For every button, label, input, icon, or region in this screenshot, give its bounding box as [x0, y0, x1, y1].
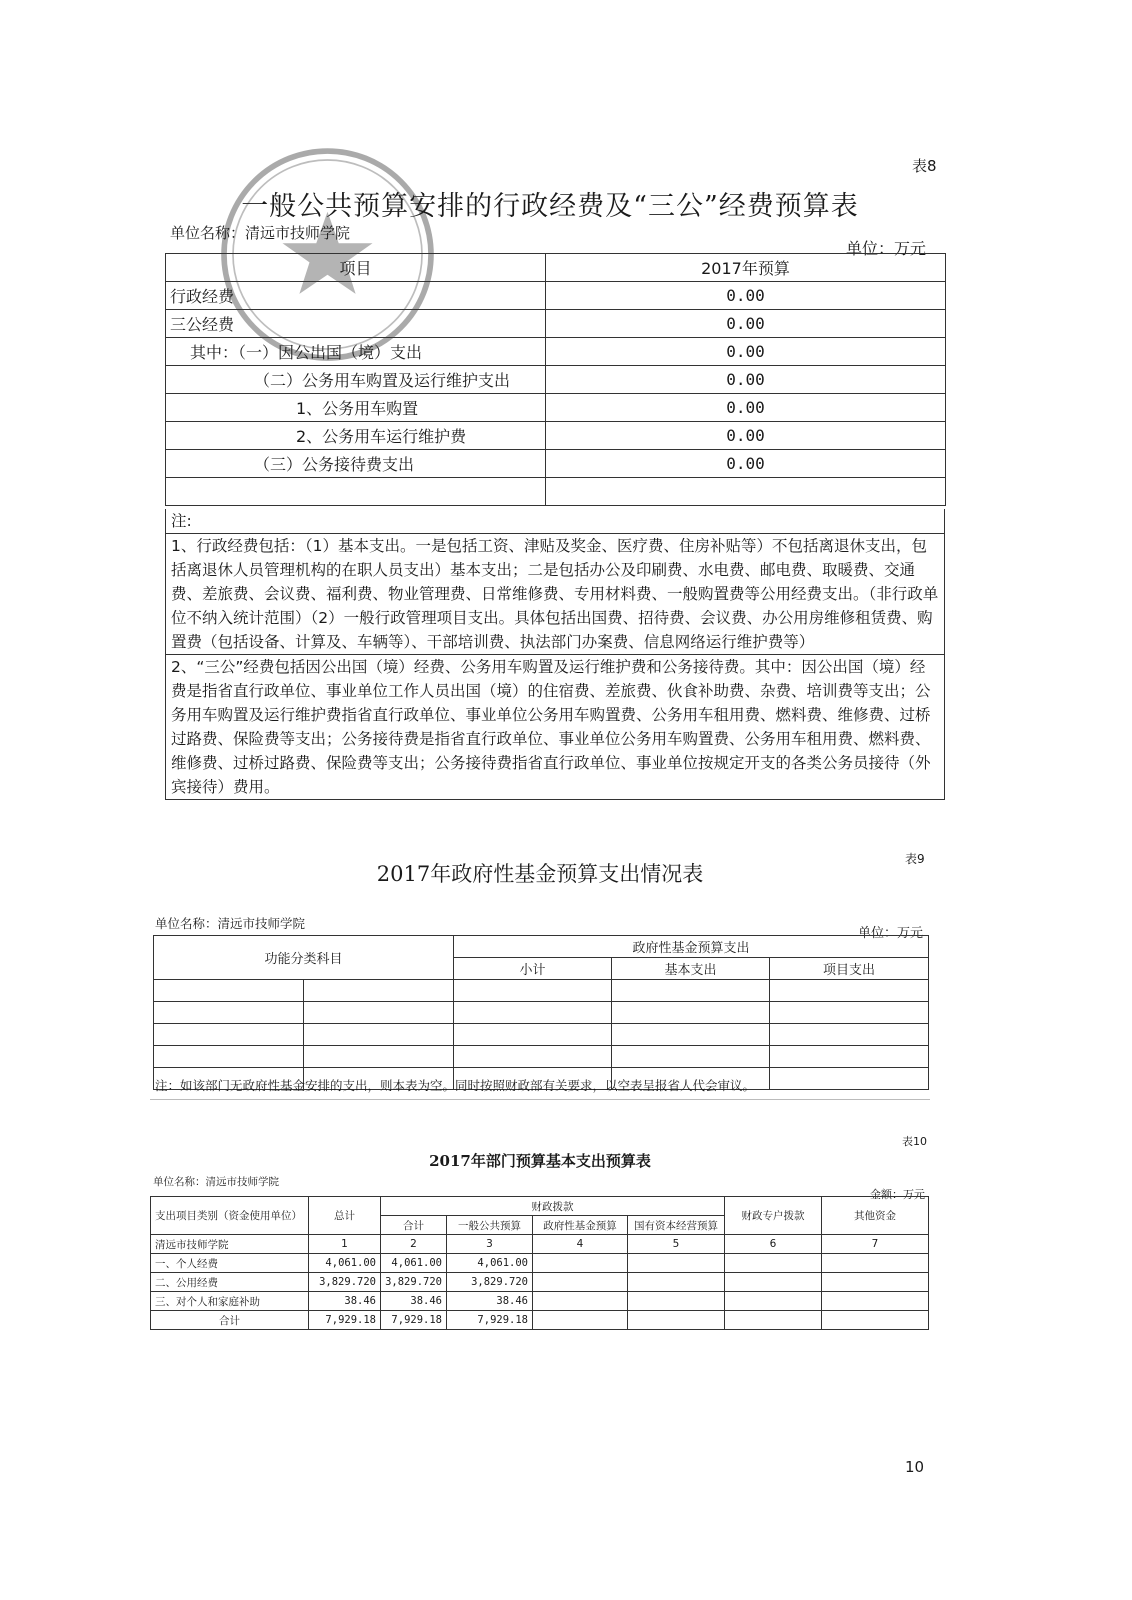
row-item-empty [166, 478, 546, 506]
row-total: 3,829.720 [309, 1273, 381, 1292]
table-row [166, 422, 946, 450]
table-row [166, 254, 946, 282]
row-name: 三、对个人和家庭补助 [151, 1292, 309, 1311]
row-name: 合计 [151, 1311, 309, 1330]
row-item: 1、公务用车购置 [166, 394, 546, 422]
index-cell: 4 [533, 1235, 628, 1254]
row-subtotal: 7,929.18 [381, 1311, 447, 1330]
table9-title: 2017年政府性基金预算支出情况表 [376, 862, 704, 886]
header-general: 一般公共预算 [447, 1216, 533, 1235]
index-cell: 清远市技师学院 [151, 1235, 309, 1254]
row-value: 0.00 [546, 394, 946, 422]
row-subtotal: 4,061.00 [381, 1254, 447, 1273]
header-subtotal: 合计 [381, 1216, 447, 1235]
table-row [166, 478, 946, 506]
header-project: 项目支出 [770, 958, 929, 980]
header-basic: 基本支出 [612, 958, 770, 980]
table8-label: 表8 [912, 157, 937, 175]
row-subtotal: 3,829.720 [381, 1273, 447, 1292]
table8-notes [165, 509, 945, 800]
header-special: 财政专户拨款 [725, 1197, 822, 1235]
table-row [151, 1197, 929, 1216]
header-fiscal: 财政拨款 [381, 1197, 725, 1216]
table-row [151, 1292, 929, 1311]
header-subtotal: 小计 [454, 958, 612, 980]
note-2: 2、“三公”经费包括因公出国（境）经费、公务用车购置及运行维护费和公务接待费。其中：因公出国（境）经费是指省直行政单位、事业单位工作人员出国（境）的住宿费、差旅费、伙食补助费、杂费、培训费等支出；公务用车购置及运行维护费指省直行政单位、事业单位公务用车购置费、公务用车租用费、燃料费、维修费、过桥过路费、保险费等支出；公务接待费是指省直行政单位、事业单位公务用车购置费、公务用车租用费、燃料费、维修费、过桥过路费、保险费等支出；公务接待费指省直行政单位、事业单位按规定开支的各类公务员接待（外宾接待）费用。 [166, 654, 944, 799]
row-value: 0.00 [546, 310, 946, 338]
page-number: 10 [905, 1458, 925, 1476]
table-row [154, 1024, 929, 1046]
row-item: 其中：（一）因公出国（境）支出 [166, 338, 546, 366]
index-cell: 2 [381, 1235, 447, 1254]
header-category: 支出项目类别（资金使用单位） [151, 1197, 309, 1235]
table-row [151, 1273, 929, 1292]
table8-grid [165, 253, 946, 506]
header-total: 总计 [309, 1197, 381, 1235]
row-name: 一、个人经费 [151, 1254, 309, 1273]
row-general: 7,929.18 [447, 1311, 533, 1330]
row-general: 4,061.00 [447, 1254, 533, 1273]
header-state-capital: 国有资本经营预算 [628, 1216, 725, 1235]
header-category: 功能分类科目 [154, 936, 454, 980]
table10-grid [150, 1196, 929, 1330]
table10-unit: 金额：万元 [870, 1188, 925, 1201]
table-row [166, 310, 946, 338]
row-value: 0.00 [546, 450, 946, 478]
table-row [166, 450, 946, 478]
row-item: 行政经费 [166, 282, 546, 310]
table8-unit: 单位：万元 [846, 239, 927, 258]
row-item: （二）公务用车购置及运行维护支出 [166, 366, 546, 394]
table-row [166, 394, 946, 422]
row-value-empty [546, 478, 946, 506]
row-item: （三）公务接待费支出 [166, 450, 546, 478]
table-row [166, 366, 946, 394]
row-total: 4,061.00 [309, 1254, 381, 1273]
table9-unit: 单位：万元 [858, 926, 924, 941]
row-general: 38.46 [447, 1292, 533, 1311]
row-name: 二、公用经费 [151, 1273, 309, 1292]
index-cell: 7 [822, 1235, 929, 1254]
table8-unit-name: 单位名称：清远市技师学院 [170, 224, 351, 242]
table9-unit-name: 单位名称：清远市技师学院 [155, 916, 306, 931]
table9-note: 注：如该部门无政府性基金安排的支出，则本表为空。同时按照财政部有关要求，以空表呈报省人代会审议。 [155, 1078, 756, 1093]
table9-grid [153, 935, 929, 1090]
table8-title: 一般公共预算安排的行政经费及“三公”经费预算表 [241, 191, 859, 222]
table10-title: 2017年部门预算基本支出预算表 [429, 1152, 651, 1170]
table10-unit-name: 单位名称：清远市技师学院 [153, 1176, 279, 1188]
table10-label: 表10 [902, 1135, 927, 1148]
index-cell: 5 [628, 1235, 725, 1254]
row-subtotal: 38.46 [381, 1292, 447, 1311]
table-row [154, 936, 929, 958]
header-gov-fund: 政府性基金预算 [533, 1216, 628, 1235]
header-other: 其他资金 [822, 1197, 929, 1235]
table-row [166, 282, 946, 310]
table-row [154, 980, 929, 1002]
index-cell: 6 [725, 1235, 822, 1254]
header-group: 政府性基金预算支出 [454, 936, 929, 958]
table-row [154, 1002, 929, 1024]
section-divider [150, 1099, 930, 1100]
row-item: 三公经费 [166, 310, 546, 338]
row-value: 0.00 [546, 422, 946, 450]
table-row [154, 1046, 929, 1068]
row-value: 0.00 [546, 338, 946, 366]
row-item: 2、公务用车运行维护费 [166, 422, 546, 450]
row-value: 0.00 [546, 366, 946, 394]
header-item: 项目 [166, 254, 546, 282]
table-row [151, 1235, 929, 1254]
index-cell: 1 [309, 1235, 381, 1254]
table-row [166, 338, 946, 366]
table-row [151, 1254, 929, 1273]
row-value: 0.00 [546, 282, 946, 310]
table-row [151, 1311, 929, 1330]
row-total: 7,929.18 [309, 1311, 381, 1330]
header-budget: 2017年预算 [546, 254, 946, 282]
notes-label: 注: [171, 512, 192, 530]
row-general: 3,829.720 [447, 1273, 533, 1292]
note-1: 1、行政经费包括：（1）基本支出。一是包括工资、津贴及奖金、医疗费、住房补贴等）不包括离退休支出，包括离退休人员管理机构的在职人员支出）基本支出；二是包括办公及印刷费、水电费、邮电费、取暖费、交通费、差旅费、会议费、福利费、物业管理费、日常维修费、专用材料费、一般购置费等公用经费支出。（非行政单位不纳入统计范围）（2）一般行政管理项目支出。具体包括出国费、招待费、会议费、办公用房维修租赁费、购置费（包括设备、计算及、车辆等）、干部培训费、执法部门办案费、信息网络运行维护费等） [166, 533, 944, 654]
table9-label: 表9 [905, 852, 925, 866]
row-total: 38.46 [309, 1292, 381, 1311]
index-cell: 3 [447, 1235, 533, 1254]
